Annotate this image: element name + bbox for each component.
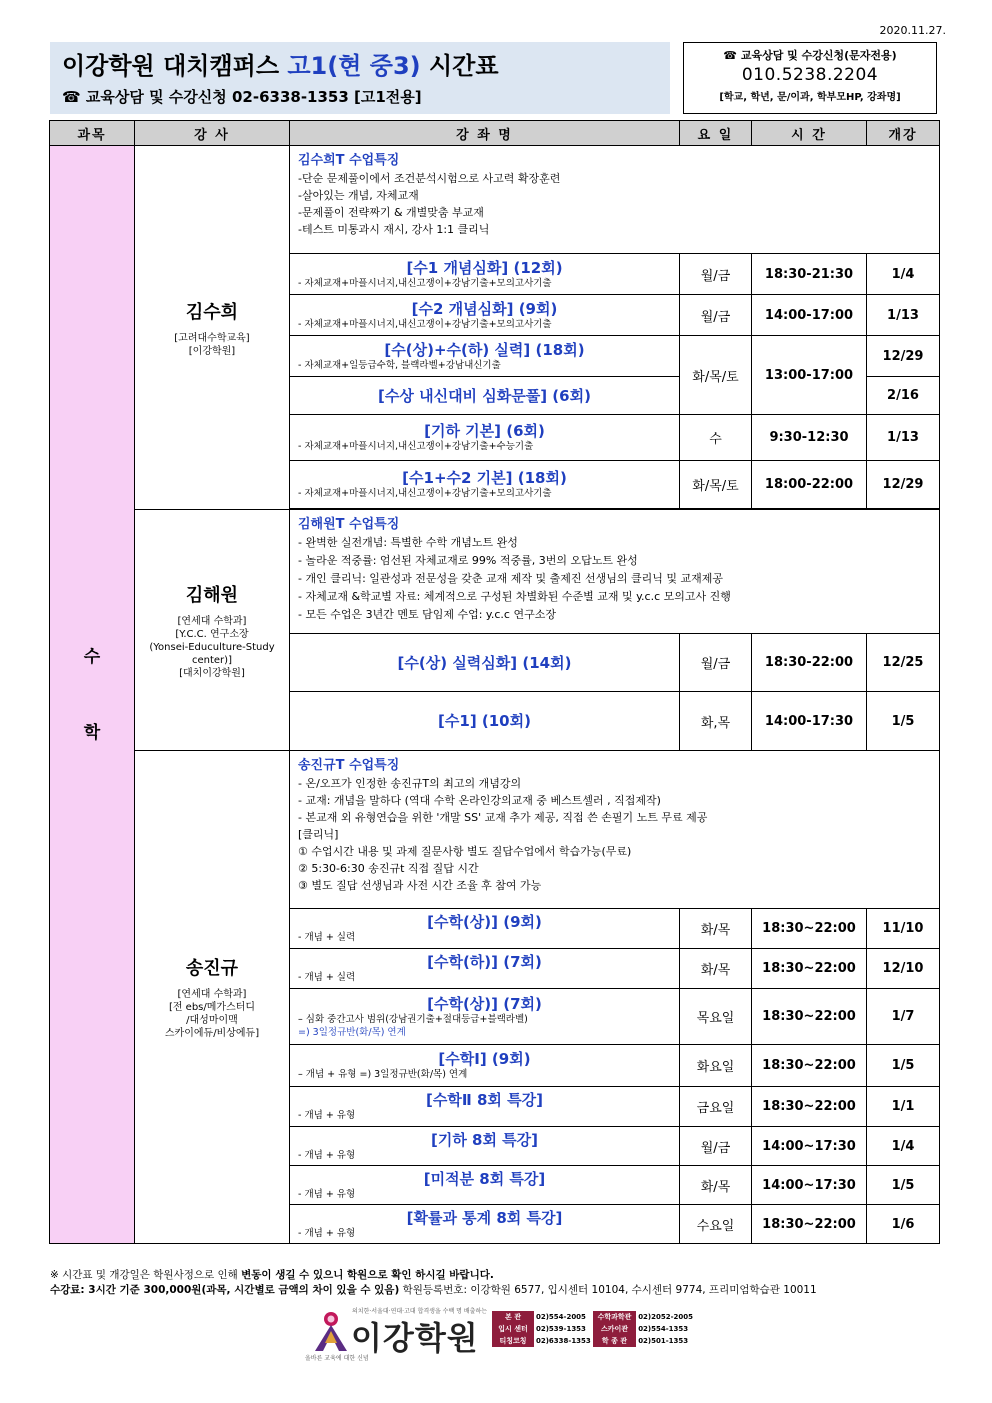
course-subtitle: - 자체교재+마플시너지,내신고쟁이+강남기출+모의고사기출 [298,318,552,330]
course-day: 금요일 [680,1087,752,1127]
course-subtitle: - 개념 + 유형 [298,1227,356,1239]
course-time: 18:30-21:30 [752,254,867,295]
course-subtitle: - 자체교재+마플시너지,내신고쟁이+강남기출+모의고사기출 [298,277,552,289]
feature-item: - 놀라운 적중률: 엄선된 자체교재로 99% 적중률, 3번의 오답노트 완성 [298,554,638,567]
teacher-name: 송진규 [185,958,239,979]
col-header-time: 시 간 [752,121,867,146]
course-cell [290,377,680,415]
course-day: 월/금 [680,295,752,336]
office-phone: 02)2052-2005 [638,1313,693,1321]
course-time: 18:30~22:00 [752,1087,867,1127]
course-start: 11/10 [867,909,940,949]
header-title-box [50,42,670,114]
course-time: 13:00-17:00 [752,336,867,415]
course-time: 14:00~17:30 [752,1127,867,1166]
course-cell [290,989,680,1045]
teacher-desc: [이강학원] [188,345,236,357]
title-highlight: 고1(현 중3) [287,52,421,80]
office-phone: 02)539-1353 [535,1325,586,1333]
footer-notes [50,1268,817,1298]
course-title: [수상 내신대비 심화문풀] (6회) [378,386,591,405]
course-time: 18:30~22:00 [752,989,867,1045]
course-cell [290,461,680,509]
table-row [50,146,940,254]
course-time: 18:30~22:00 [752,909,867,949]
course-cell [290,634,680,692]
teacher-desc: (Yonsei-Educulture-Study [149,641,275,653]
teacher-desc: [연세대 수학과] [177,615,247,627]
course-day: 화요일 [680,1045,752,1087]
feature-item: - 완벽한 실전개념: 특별한 수학 개념노트 완성 [298,536,518,549]
course-start: 1/7 [867,989,940,1045]
col-header-teacher: 강 사 [135,121,290,146]
course-start: 1/6 [867,1205,940,1244]
feature-item: [클리닉] [298,828,339,841]
course-time: 18:00-22:00 [752,461,867,509]
teacher-desc: 스카이에듀/비상에듀] [164,1028,260,1039]
feature-item: -테스트 미통과시 재시, 강사 1:1 클리닉 [298,223,490,236]
note-line-2 [50,1283,817,1298]
office-label: 수학과학관 [593,1311,636,1323]
page-title [62,46,499,81]
course-title: [수학(하)] (7회) [427,953,542,971]
course-day: 월/금 [680,254,752,295]
course-cell [290,1127,680,1166]
registration-note: 학원등록번호: 이강학원 6577, 입시센터 10104, 수시센터 9774, 프리미엄학습관 10011 [399,1284,817,1296]
col-header-start: 개강 [867,121,940,146]
course-cell [290,295,680,336]
course-start: 12/29 [867,461,940,509]
course-time: 18:30~22:00 [752,949,867,989]
teacher-desc: [대치이강학원] [179,667,245,679]
subject-char-1: 수 [83,646,101,667]
course-day: 화/목 [680,909,752,949]
course-day: 수요일 [680,1205,752,1244]
course-title: [수학Ⅱ 8회 특강] [426,1091,543,1109]
office-contacts [492,1311,695,1347]
course-title: [수학(상)] (9회) [427,913,542,931]
course-day: 목요일 [680,989,752,1045]
teacher-features [290,751,940,909]
course-title: [수학(상)] (7회) [427,994,542,1013]
course-start: 1/1 [867,1087,940,1127]
schedule-table [49,120,940,1244]
course-cell [290,336,680,377]
teacher-cell [135,146,290,510]
title-prefix: 이강학원 대치캠퍼스 [62,52,288,80]
course-title: [수1 개념심화] (12회) [406,258,563,277]
office-phone: 02)554-1353 [638,1325,689,1333]
teacher-desc: center)] [192,654,232,666]
tuition-note: 수강료: 3시간 기준 300,000원(과목, 시간별로 금액의 차이 있을 수 있음) [50,1284,400,1296]
title-suffix: 시간표 [420,52,499,80]
features-title: 김수희T 수업특징 [298,153,400,168]
course-subtitle-2: =) 3일정규반(화/목) 연계 [298,1026,406,1038]
teacher-cell [135,510,290,751]
course-time: 18:30-22:00 [752,634,867,692]
course-title: [수학Ⅰ] (9회) [438,1050,531,1068]
course-start: 12/29 [867,336,940,377]
sms-format: [학교, 학년, 문/이과, 학부모HP, 강좌명] [719,92,901,103]
course-subtitle: - 개념 + 유형 [298,1149,356,1161]
course-day: 화/목 [680,949,752,989]
course-start: 1/13 [867,295,940,336]
course-time: 18:30~22:00 [752,1205,867,1244]
course-start: 2/16 [867,377,940,415]
course-cell [290,1087,680,1127]
feature-item: ① 수업시간 내용 및 과제 질문사항 별도 질답수업에서 학습가능(무료) [298,845,632,858]
feature-item: -살아있는 개념, 자체교재 [298,189,419,202]
course-cell [290,692,680,751]
teacher-cell [135,751,290,1244]
note-line-1 [50,1268,817,1283]
feature-item: - 자체교재 &학교별 자료: 체계적으로 구성된 차별화된 수준별 교재 및 y.c.c 모의고사 진행 [298,590,731,603]
teacher-desc: [고려대수학교육] [174,332,250,344]
office-phone: 02)554-2005 [535,1313,586,1321]
office-phone: 02)501-1353 [638,1337,689,1345]
header-phone: ☎ 교육상담 및 수강신청 02-6338-1353 [고1전용] [62,88,422,106]
feature-item: - 온/오프가 인정한 송진규T의 최고의 개념강의 [298,777,522,790]
office-label: 입시 센터 [492,1323,534,1335]
course-subtitle: – 심화 중간고사 범위(강남권기출+절대등급+블랙라벨) [298,1013,528,1025]
course-title: [미적분 8회 특강] [423,1169,546,1188]
table-header-row [50,121,940,146]
course-day: 화/목/토 [680,461,752,509]
course-subtitle: - 자체교재+일등급수학, 블랙라벨+강남내신기출 [298,359,501,371]
feature-item: ③ 별도 질답 선생님과 사전 시간 조율 후 참여 가능 [298,879,542,892]
teacher-desc: [Y.C.C. 연구소장 [175,628,249,640]
course-start: 12/25 [867,634,940,692]
course-start: 1/13 [867,415,940,461]
course-start: 1/4 [867,1127,940,1166]
note-emphasis: 변동이 생길 수 있으니 학원으로 확인 하시길 바랍니다. [241,1269,494,1281]
feature-item: - 개인 클리닉: 일관성과 전문성을 갖춘 교재 제작 및 출제진 선생님의 클리닉 및 교재제공 [298,572,724,585]
course-start: 1/4 [867,254,940,295]
course-time: 14:00-17:30 [752,692,867,751]
teacher-name: 김해원 [185,584,239,606]
teacher-desc: /대성마이맥 [186,1015,238,1026]
course-start: 12/10 [867,949,940,989]
course-start: 1/5 [867,1045,940,1087]
course-subtitle: - 개념 + 유형 [298,1188,356,1200]
course-day: 월/금 [680,1127,752,1166]
course-title: [기하 8회 특강] [430,1130,539,1149]
sms-label: ☎ 교육상담 및 수강신청(문자전용) [723,49,897,62]
course-cell [290,254,680,295]
feature-item: -단순 문제풀이에서 조건분석시험으로 사고력 확장훈련 [298,172,561,185]
teacher-desc: [연세대 수학과] [177,989,247,1000]
course-subtitle: - 자체교재+마플시너지,내신고쟁이+강남기출+모의고사기출 [298,488,552,499]
course-title: [수(상)+수(하) 실력] (18회) [384,340,585,359]
office-label: 티칭코칭 [492,1335,534,1347]
office-label: 스카이관 [593,1323,636,1335]
course-day: 화/목 [680,1166,752,1205]
academy-logo-icon [311,1309,351,1353]
course-day: 월/금 [680,634,752,692]
course-time: 9:30-12:30 [752,415,867,461]
feature-item: -문제풀이 전략짜기 & 개별맞춤 부교재 [298,206,484,219]
sms-contact-box [683,42,937,114]
course-title: [기하 기본] (6회) [424,422,545,440]
feature-item: ② 5:30-6:30 송진규t 직접 질답 시간 [298,862,479,875]
logo-motto: 올바른 교육에 대한 신념 [305,1355,369,1362]
features-title: 송진규T 수업특징 [298,758,400,773]
subject-cell [50,146,135,1244]
table-row [50,510,940,634]
academy-footer [305,1305,695,1365]
course-time: 18:30~22:00 [752,1045,867,1087]
teacher-features [290,146,940,254]
course-title: [수1] (10회) [438,712,531,730]
col-header-day: 요 일 [680,121,752,146]
teacher-desc: [전 ebs/메가스터디 [168,1002,256,1013]
col-header-subject: 과목 [50,121,135,146]
course-time: 14:00-17:00 [752,295,867,336]
course-day: 수 [680,415,752,461]
teacher-name: 김수희 [185,301,239,323]
course-day: 화/목/토 [680,336,752,415]
course-subtitle: – 개념 + 유형 =) 3일정규반(화/목) 연계 [298,1069,468,1080]
office-phone: 02)6338-1353 [535,1337,591,1345]
course-cell [290,1045,680,1087]
course-cell [290,415,680,461]
sms-number: 010.5238.2204 [741,65,879,85]
course-subtitle: - 개념 + 실력 [298,972,356,983]
feature-item: - 본교재 외 유형연습을 위한 '개말 SS' 교재 추가 제공, 직접 쓴 손필기 노트 무료 제공 [298,811,708,824]
course-cell [290,909,680,949]
office-label: 학 종 관 [593,1335,636,1347]
document-date: 2020.11.27. [879,24,946,37]
teacher-features [290,510,940,634]
logo-tagline: 의치한·서울대·연대·고대 합격생을 수백 명 배출하는 [352,1308,488,1315]
course-start: 1/5 [867,692,940,751]
course-cell [290,1205,680,1244]
course-subtitle: - 개념 + 실력 [298,932,356,943]
course-title: [확률과 통계 8회 특강] [406,1208,563,1227]
office-label: 본 관 [492,1311,534,1323]
course-subtitle: - 자체교재+마플시너지,내신고쟁이+강남기출+수능기출 [298,441,534,452]
features-title: 김해원T 수업특징 [298,517,400,532]
col-header-course: 강 좌 명 [290,121,680,146]
course-title: [수1+수2 기본] (18회) [402,469,567,487]
feature-item: - 교재: 개념을 말하다 (역대 수학 온라인강의교재 중 베스트셀러 , 직접제작) [298,794,661,807]
feature-item: - 모든 수업은 3년간 멘토 담임제 수업: y.c.c 연구소장 [298,608,556,621]
note-text: ※ 시간표 및 개강일은 학원사정으로 인해 [50,1269,242,1281]
course-time: 14:00~17:30 [752,1166,867,1205]
course-title: [수2 개념심화] (9회) [411,299,558,318]
table-row [50,751,940,909]
logo-text: 이강학원 [351,1319,479,1357]
course-subtitle: - 개념 + 유형 [298,1110,356,1121]
subject-char-2: 학 [83,722,101,743]
course-title: [수(상) 실력심화] (14회) [397,653,572,672]
course-cell [290,1166,680,1205]
course-day: 화,목 [680,692,752,751]
course-start: 1/5 [867,1166,940,1205]
course-cell [290,949,680,989]
